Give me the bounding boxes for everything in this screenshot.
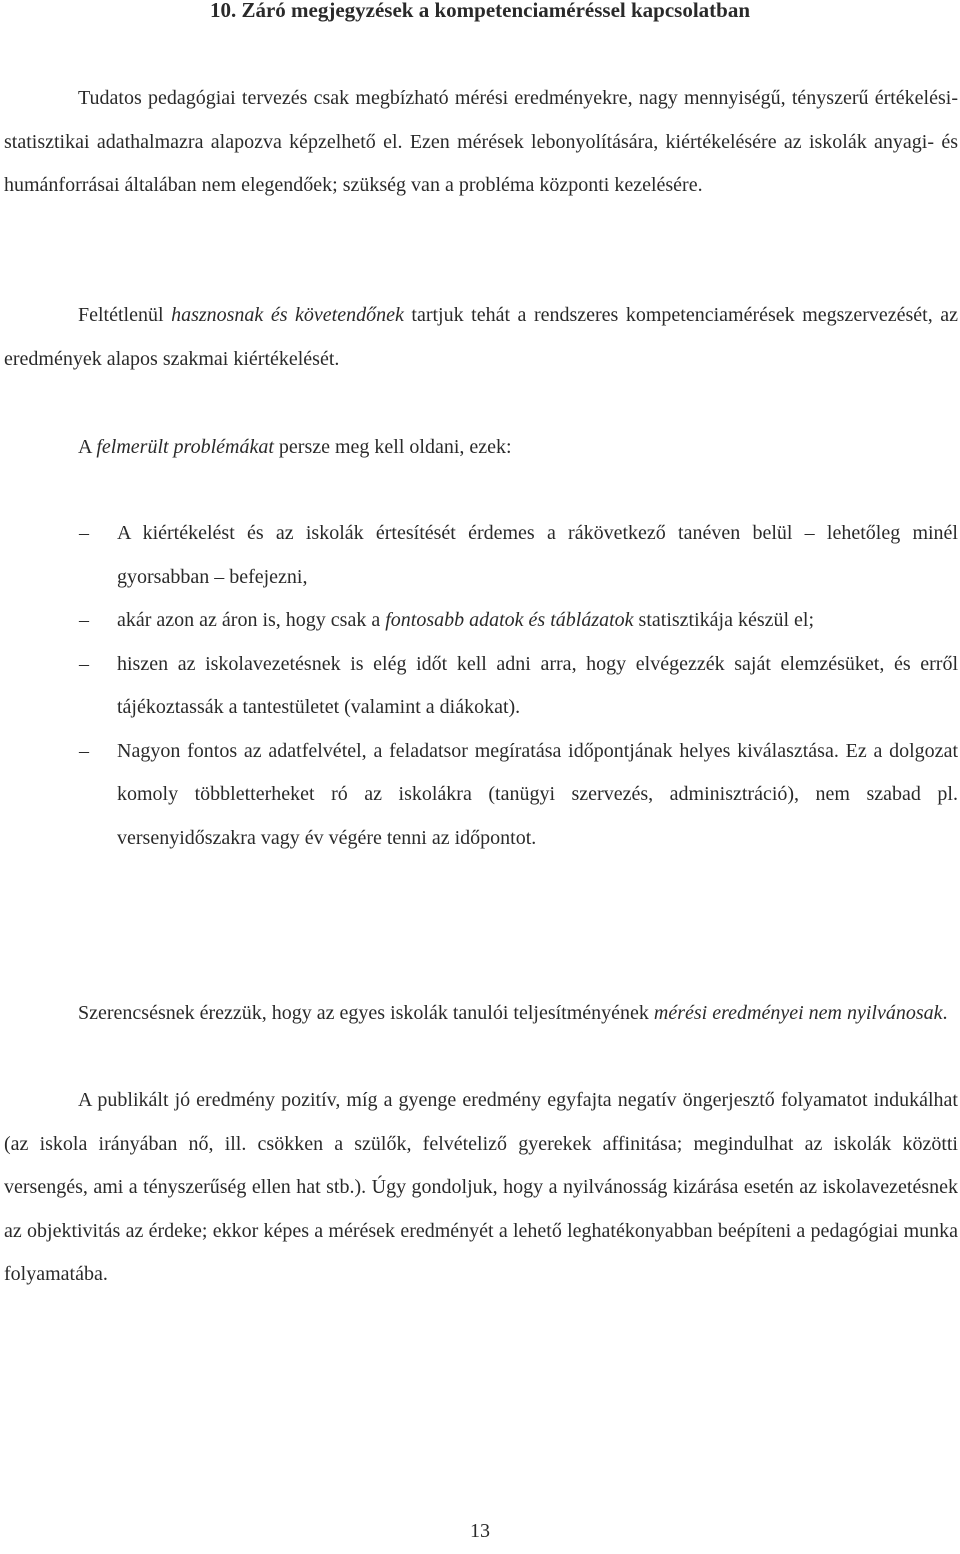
list-item-text: hiszen az iskolavezetésnek is elég időt kell adni arra, hogy elvégezzék saját elemzésüket, és erről tájékoztassák a tantestületet (valamint a diákokat). [117, 652, 958, 718]
paragraph-intro [4, 77, 958, 208]
paragraph-recommendation-text-c: tartjuk tehát a rendszeres kompetenciamérések megszervezését, az eredmények alapos szakmai kiértékelését. [4, 304, 958, 370]
paragraph-problems [4, 426, 958, 470]
paragraph-problems-emphasis: felmerült problémákat [96, 436, 274, 458]
paragraph-intro-text: Tudatos pedagógiai tervezés csak megbízható mérési eredményekre, nagy mennyiségű, tényszerű értékelési-statisztikai adathalmazra alapozva képzelhető el. Ezen mérések lebonyolítására, kiértékelésére az iskolák anyagi- és humánforrásai általában nem elegendőek; szükség van a probléma központi kezelésére. [4, 87, 958, 196]
paragraph-publicity [4, 992, 958, 1036]
list-item [0, 512, 958, 599]
paragraph-recommendation-text-a: Feltétlenül [78, 304, 172, 326]
paragraph-publicity-emphasis: mérési eredményei nem nyilvánosak [653, 1002, 943, 1024]
paragraph-publicity-text-a: Szerencsésnek érezzük, hogy az egyes iskolák tanulói teljesítményének [78, 1002, 654, 1024]
list-item-emphasis: fontosabb adatok és táblázatok [385, 609, 634, 631]
paragraph-recommendation [4, 294, 958, 381]
section-heading: 10. Záró megjegyzések a kompetenciaméréssel kapcsolatban [209, 0, 751, 22]
page-number: 13 [470, 1520, 490, 1542]
paragraph-conclusion-text: A publikált jó eredmény pozitív, míg a gyenge eredmény egyfajta negatív öngerjesztő folyamatot indukálhat (az iskola irányában nő, ill. csökken a szülők, felvételiző gyerekek affinitása; megindulhat az iskolák közötti versengés, ami a tényszerűség ellen hat stb.). Úgy gondoljuk, hogy a nyilvánosság kizárása esetén az iskolavezetésnek az objektivitás az érdeke; ekkor képes a mérések eredményét a lehető leghatékonyabban beépíteni a pedagógiai munka folyamatába. [4, 1089, 958, 1285]
list-item-text-a: akár azon az áron is, hogy csak a [117, 609, 386, 631]
dash-bullet: – [79, 652, 89, 675]
list-item [0, 730, 958, 861]
list-item-text: Nagyon fontos az adatfelvétel, a feladatsor megíratása időpontjának helyes kiválasztása. Ez a dolgozat komoly többletterheket ró az iskolákra (tanügyi szervezés, adminisztráció), nem szabad pl. versenyidőszakra vagy év végére tenni az időpontot. [117, 739, 958, 849]
list-item [0, 643, 958, 730]
dash-bullet: – [79, 739, 89, 762]
paragraph-problems-text-c: persze meg kell oldani, ezek: [273, 436, 512, 458]
paragraph-conclusion [4, 1079, 958, 1297]
dash-bullet: – [79, 522, 89, 544]
paragraph-recommendation-emphasis: hasznosnak és követendőnek [171, 304, 404, 326]
paragraph-problems-text-a: A [78, 436, 97, 458]
list-item [0, 599, 958, 643]
list-item-text-c: statisztikája készül el; [633, 609, 815, 631]
dash-bullet: – [79, 609, 89, 631]
paragraph-publicity-text-c: . [942, 1002, 948, 1024]
problem-list [0, 512, 958, 860]
list-item-text: A kiértékelést és az iskolák értesítését érdemes a rákövetkező tanéven belül – lehetőleg minél gyorsabban – befejezni, [117, 522, 958, 588]
